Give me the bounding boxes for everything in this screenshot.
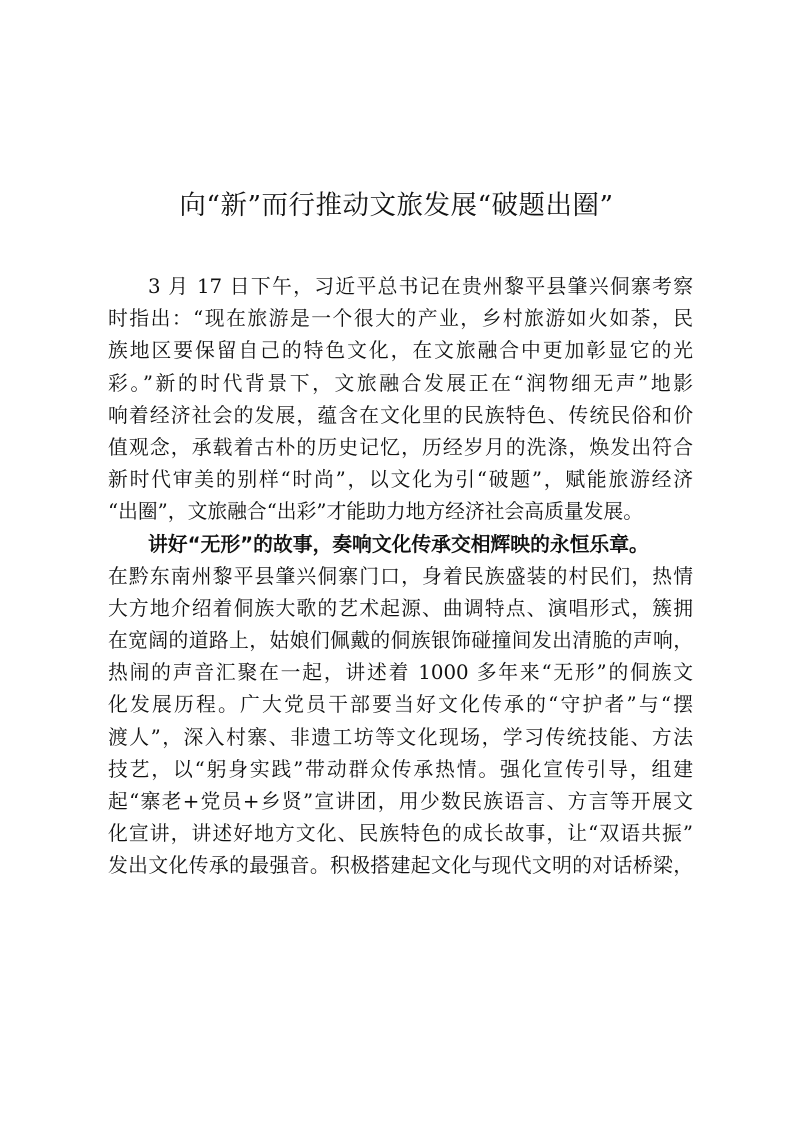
paragraph-line: 热闹的声音汇聚在一起，讲述着 1000 多年来“无形”的侗族文 xyxy=(108,661,693,685)
document-title: 向“新”而行推动文旅发展“破题出圈” xyxy=(179,190,614,221)
paragraph-line: 在宽阔的道路上，姑娘们佩戴的侗族银饰碰撞间发出清脆的声响， xyxy=(108,629,693,653)
section-heading: 讲好“无形”的故事，奏响文化传承交相辉映的永恒乐章。 xyxy=(148,532,649,556)
paragraph-line: 响着经济社会的发展，蕴含在文化里的民族特色、传统民俗和价 xyxy=(108,403,693,427)
paragraph-line: 起“寨老+党员+乡贤”宣讲团，用少数民族语言、方言等开展文 xyxy=(108,790,693,813)
paragraph-line: 3 月 17 日下午，习近平总书记在贵州黎平县肇兴侗寨考察 xyxy=(148,275,693,298)
paragraph-line: 时指出：“现在旅游是一个很大的产业，乡村旅游如火如荼，民 xyxy=(108,307,693,331)
paragraph-line: 在黔东南州黎平县肇兴侗寨门口，身着民族盛装的村民们，热情 xyxy=(108,564,693,588)
paragraph-line: 值观念，承载着古朴的历史记忆，历经岁月的洗涤，焕发出符合 xyxy=(108,435,693,459)
paragraph-line: 大方地介绍着侗族大歌的艺术起源、曲调特点、演唱形式，簇拥 xyxy=(108,596,693,620)
document-body xyxy=(108,271,693,883)
paragraph-line: 彩。”新的时代背景下，文旅融合发展正在“润物细无声”地影 xyxy=(108,371,693,395)
paragraph-line: 发出文化传承的最强音。积极搭建起文化与现代文明的对话桥梁， xyxy=(108,854,693,878)
paragraph-line: “出圈”，文旅融合“出彩”才能助力地方经济社会高质量发展。 xyxy=(108,500,643,524)
paragraph-line: 化发展历程。广大党员干部要当好文化传承的“守护者”与“摆 xyxy=(108,693,693,717)
paragraph-line: 技艺，以“躬身实践”带动群众传承热情。强化宣传引导，组建 xyxy=(108,757,693,781)
paragraph-line: 新时代审美的别样“时尚”，以文化为引“破题”，赋能旅游经济 xyxy=(108,468,693,492)
paragraph-line: 化宣讲，讲述好地方文化、民族特色的成长故事，让“双语共振” xyxy=(108,822,693,846)
paragraph-line: 族地区要保留自己的特色文化，在文旅融合中更加彰显它的光 xyxy=(108,339,693,363)
paragraph-line: 渡人”，深入村寨、非遗工坊等文化现场，学习传统技能、方法 xyxy=(108,725,693,749)
